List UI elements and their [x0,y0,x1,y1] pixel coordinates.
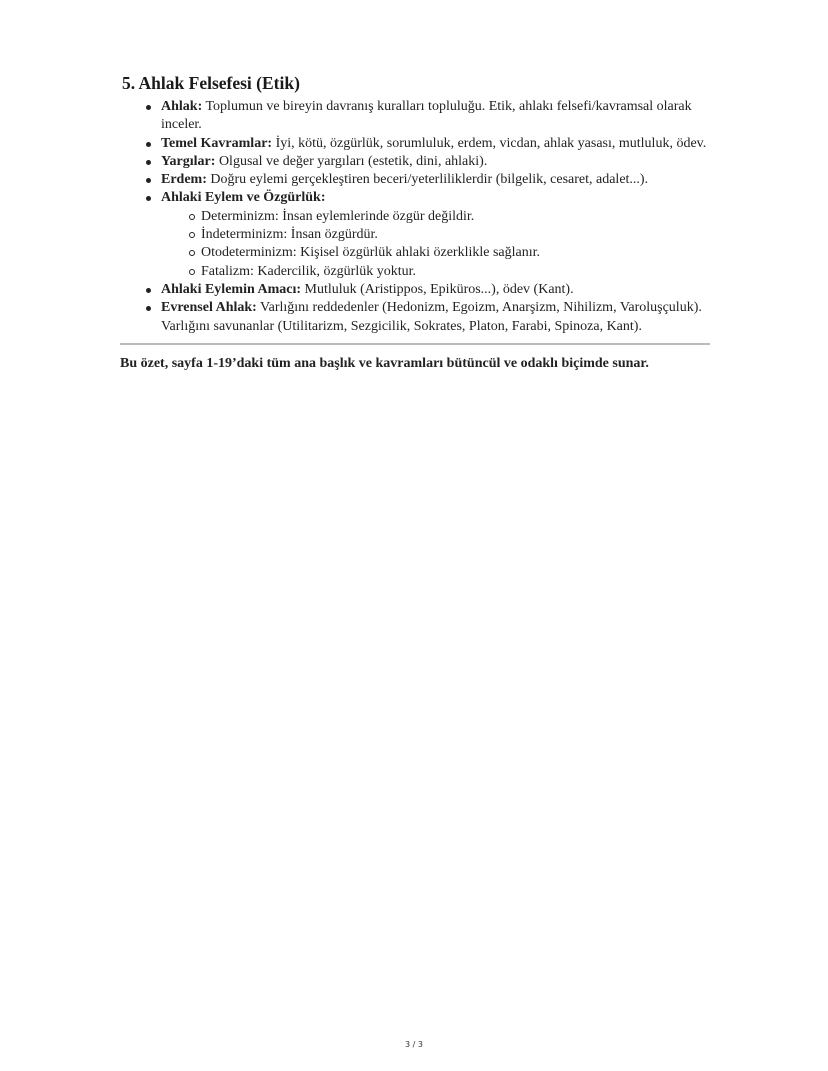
sub-list [161,208,710,281]
document-body [120,72,710,373]
item-text: İyi, kötü, özgürlük, sorumluluk, erdem, vicdan, ahlak yasası, mutluluk, ödev. [272,135,707,151]
list-item [120,299,710,336]
page-number: 3 / 3 [405,1040,423,1049]
item-term: Evrensel Ahlak: [161,300,257,316]
sub-list-item: Determinizm: İnsan eylemlerinde özgür değildir. [161,208,710,226]
item-term: Ahlak: [161,99,203,114]
item-term: Ahlaki Eylemin Amacı: [161,281,302,297]
item-term: Yargılar: [161,153,216,169]
item-text: Mutluluk (Aristippos, Epiküros...), ödev (Kant). [301,281,574,297]
summary-text: Bu özet, sayfa 1-19’daki tüm ana başlık ve kavramları bütüncül ve odaklı biçimde sunar. [120,355,649,371]
list-item [120,153,710,171]
item-text: Olgusal ve değer yargıları (estetik, dini, ahlaki). [215,153,488,169]
item-text: Varlığını reddedenler (Hedonizm, Egoizm, Anarşizm, Nihilizm, Varoluşçuluk). Varlığını savunanlar (Utilitarizm, Sezgicilik, Sokrates, Platon, Farabi, Spinoza, Kant). [161,300,702,334]
item-term: Ahlaki Eylem ve Özgürlük: [161,190,326,206]
list-item [120,98,710,135]
list-item [120,189,710,280]
sub-list-item: Otodeterminizm: Kişisel özgürlük ahlaki özerklikle sağlanır. [161,244,710,262]
list-item [120,281,710,299]
bullet-list [120,98,710,336]
list-item [120,135,710,153]
list-item [120,171,710,189]
sub-list-item: Fatalizm: Kadercilik, özgürlük yoktur. [161,263,710,281]
item-term: Temel Kavramlar: [161,135,273,151]
item-text: Doğru eylemi gerçekleştiren beceri/yeterliliklerdir (bilgelik, cesaret, adalet...). [206,172,649,188]
sub-list-item: İndeterminizm: İnsan özgürdür. [161,226,710,244]
item-text: Toplumun ve bireyin davranış kuralları topluluğu. Etik, ahlakı felsefi/kavramsal olarak inceler. [161,99,692,133]
divider [120,343,710,345]
item-term: Erdem: [161,172,207,188]
section-heading: 5. Ahlak Felsefesi (Etik) [122,73,300,93]
